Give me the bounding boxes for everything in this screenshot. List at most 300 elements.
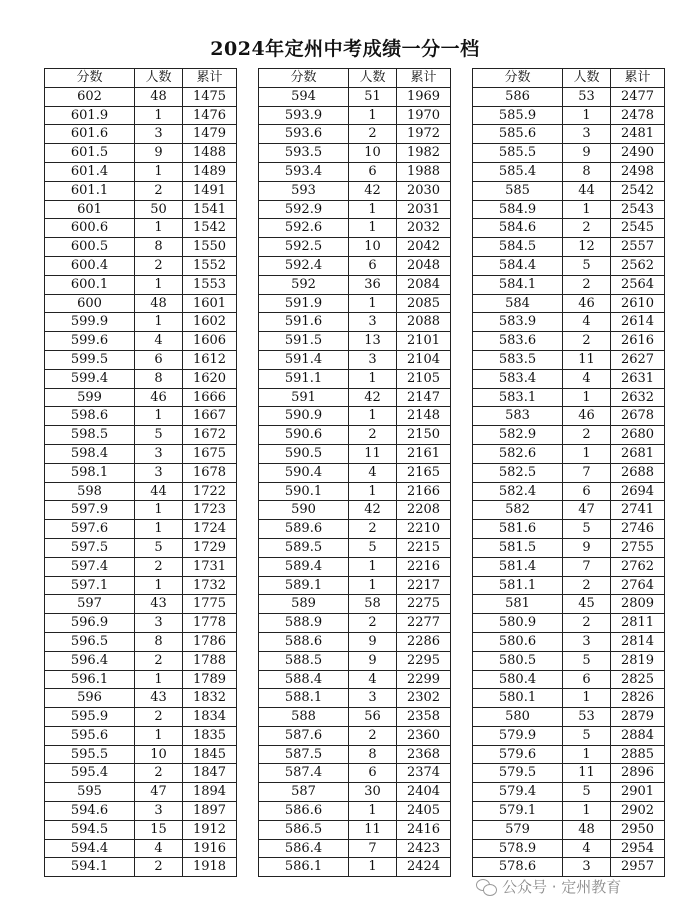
cumulative-cell: 2424 [397,858,451,877]
table-row [473,181,665,200]
score-cell: 597.1 [45,576,135,595]
count-cell: 44 [563,181,611,200]
cumulative-cell: 2610 [611,294,665,313]
cumulative-cell: 2901 [611,783,665,802]
count-cell: 4 [563,313,611,332]
cumulative-cell: 2562 [611,256,665,275]
count-cell: 11 [349,444,397,463]
count-cell: 2 [563,426,611,445]
cumulative-cell: 1675 [183,444,237,463]
score-cell: 586 [473,87,563,106]
score-cell: 598 [45,482,135,501]
cumulative-cell: 2084 [397,275,451,294]
count-cell: 1 [135,313,183,332]
cumulative-cell: 2545 [611,219,665,238]
count-cell: 7 [563,557,611,576]
table-row [259,745,451,764]
count-cell: 2 [563,614,611,633]
table-row [473,538,665,557]
table-row [473,444,665,463]
count-cell: 1 [135,162,183,181]
count-cell: 51 [349,87,397,106]
cumulative-cell: 1969 [397,87,451,106]
table-row [473,858,665,877]
table-row [45,651,237,670]
score-cell: 584.5 [473,238,563,257]
cumulative-cell: 1475 [183,87,237,106]
table-row [259,275,451,294]
score-cell: 592.6 [259,219,349,238]
cumulative-cell: 1912 [183,820,237,839]
cumulative-cell: 2884 [611,726,665,745]
cumulative-cell: 1542 [183,219,237,238]
table-row [45,407,237,426]
table-row [473,632,665,651]
score-cell: 581.6 [473,520,563,539]
cumulative-cell: 2031 [397,200,451,219]
table-row [473,200,665,219]
table-row [473,726,665,745]
count-cell: 1 [135,726,183,745]
header-score: 分数 [259,69,349,88]
count-cell: 2 [135,764,183,783]
score-cell: 580.6 [473,632,563,651]
score-cell: 578.6 [473,858,563,877]
cumulative-cell: 2210 [397,520,451,539]
table-row [473,144,665,163]
cumulative-cell: 2957 [611,858,665,877]
cumulative-cell: 1723 [183,501,237,520]
table-row [473,219,665,238]
table-row [45,388,237,407]
cumulative-cell: 2627 [611,350,665,369]
header-score: 分数 [45,69,135,88]
cumulative-cell: 2755 [611,538,665,557]
cumulative-cell: 1724 [183,520,237,539]
score-cell: 590.5 [259,444,349,463]
count-cell: 1 [135,407,183,426]
count-cell: 2 [349,426,397,445]
table-row [259,426,451,445]
table-row [45,275,237,294]
table-row [259,332,451,351]
cumulative-cell: 2165 [397,463,451,482]
score-cell: 588.4 [259,670,349,689]
count-cell: 3 [349,689,397,708]
score-cell: 590.6 [259,426,349,445]
score-cell: 597.6 [45,520,135,539]
cumulative-cell: 2557 [611,238,665,257]
table-row [45,689,237,708]
score-cell: 599.6 [45,332,135,351]
cumulative-cell: 1789 [183,670,237,689]
score-table-left [44,68,237,877]
table-row [45,332,237,351]
table-row [45,576,237,595]
cumulative-cell: 2481 [611,125,665,144]
count-cell: 2 [349,520,397,539]
table-row [45,294,237,313]
count-cell: 9 [349,632,397,651]
table-row [259,538,451,557]
table-row [259,783,451,802]
score-cell: 584.1 [473,275,563,294]
cumulative-cell: 1479 [183,125,237,144]
score-cell: 598.1 [45,463,135,482]
table-row [259,238,451,257]
count-cell: 9 [349,651,397,670]
score-cell: 585 [473,181,563,200]
score-cell: 601.1 [45,181,135,200]
count-cell: 48 [135,294,183,313]
cumulative-cell: 2088 [397,313,451,332]
count-cell: 1 [349,407,397,426]
cumulative-cell: 1672 [183,426,237,445]
count-cell: 2 [135,181,183,200]
count-cell: 2 [135,256,183,275]
cumulative-cell: 1722 [183,482,237,501]
table-row [473,501,665,520]
count-cell: 8 [349,745,397,764]
cumulative-cell: 2632 [611,388,665,407]
table-row [259,144,451,163]
score-cell: 593 [259,181,349,200]
cumulative-cell: 1970 [397,106,451,125]
table-row [259,444,451,463]
cumulative-cell: 2208 [397,501,451,520]
score-cell: 579.6 [473,745,563,764]
count-cell: 12 [563,238,611,257]
cumulative-cell: 1982 [397,144,451,163]
table-row [473,745,665,764]
score-cell: 586.4 [259,839,349,858]
cumulative-cell: 2423 [397,839,451,858]
score-cell: 586.1 [259,858,349,877]
count-cell: 10 [349,144,397,163]
score-cell: 590.4 [259,463,349,482]
count-cell: 8 [135,369,183,388]
cumulative-cell: 1775 [183,595,237,614]
score-cell: 598.5 [45,426,135,445]
score-cell: 596.5 [45,632,135,651]
cumulative-cell: 2030 [397,181,451,200]
cumulative-cell: 2085 [397,294,451,313]
cumulative-cell: 2404 [397,783,451,802]
cumulative-cell: 1488 [183,144,237,163]
cumulative-cell: 2688 [611,463,665,482]
score-cell: 592.9 [259,200,349,219]
count-cell: 56 [349,708,397,727]
table-row [45,708,237,727]
count-cell: 47 [135,783,183,802]
cumulative-cell: 2166 [397,482,451,501]
cumulative-cell: 2150 [397,426,451,445]
count-cell: 2 [135,858,183,877]
score-cell: 594.1 [45,858,135,877]
cumulative-cell: 2374 [397,764,451,783]
score-cell: 580.5 [473,651,563,670]
count-cell: 5 [563,256,611,275]
count-cell: 2 [349,614,397,633]
count-cell: 1 [563,689,611,708]
wechat-icon [476,878,498,896]
table-row [259,294,451,313]
cumulative-cell: 2678 [611,407,665,426]
cumulative-cell: 1489 [183,162,237,181]
score-cell: 589.4 [259,557,349,576]
score-cell: 589 [259,595,349,614]
cumulative-cell: 2032 [397,219,451,238]
cumulative-cell: 1667 [183,407,237,426]
count-cell: 5 [563,783,611,802]
table-row [45,745,237,764]
table-row [45,256,237,275]
score-cell: 581.5 [473,538,563,557]
score-table-middle [258,68,451,877]
score-cell: 582.6 [473,444,563,463]
table-row [45,219,237,238]
count-cell: 3 [135,125,183,144]
table-row [259,313,451,332]
table-row [473,407,665,426]
score-cell: 597 [45,595,135,614]
table-row [473,689,665,708]
count-cell: 10 [135,745,183,764]
table-row [45,87,237,106]
score-cell: 601.6 [45,125,135,144]
cumulative-cell: 2811 [611,614,665,633]
cumulative-cell: 1606 [183,332,237,351]
count-cell: 3 [135,802,183,821]
cumulative-cell: 2764 [611,576,665,595]
cumulative-cell: 1788 [183,651,237,670]
count-cell: 36 [349,275,397,294]
count-cell: 3 [563,125,611,144]
cumulative-cell: 1550 [183,238,237,257]
score-cell: 588.9 [259,614,349,633]
cumulative-cell: 2358 [397,708,451,727]
cumulative-cell: 2105 [397,369,451,388]
score-cell: 586.5 [259,820,349,839]
score-cell: 590.1 [259,482,349,501]
header-count: 人数 [135,69,183,88]
table-row [473,670,665,689]
count-cell: 44 [135,482,183,501]
score-cell: 588.5 [259,651,349,670]
table-row [473,651,665,670]
table-row [473,426,665,445]
cumulative-cell: 2277 [397,614,451,633]
score-cell: 601.9 [45,106,135,125]
score-cell: 582 [473,501,563,520]
cumulative-cell: 1476 [183,106,237,125]
table-row [473,708,665,727]
count-cell: 1 [563,106,611,125]
cumulative-cell: 2543 [611,200,665,219]
score-cell: 598.4 [45,444,135,463]
cumulative-cell: 2681 [611,444,665,463]
score-cell: 591.1 [259,369,349,388]
table-row [259,595,451,614]
count-cell: 4 [135,332,183,351]
table-row [45,614,237,633]
score-cell: 581.1 [473,576,563,595]
score-cell: 583.5 [473,350,563,369]
score-cell: 594.5 [45,820,135,839]
table-row [473,557,665,576]
cumulative-cell: 2746 [611,520,665,539]
table-row [473,332,665,351]
table-row [473,783,665,802]
cumulative-cell: 1612 [183,350,237,369]
table-row [259,858,451,877]
cumulative-cell: 2215 [397,538,451,557]
table-row [45,632,237,651]
cumulative-cell: 2299 [397,670,451,689]
cumulative-cell: 1847 [183,764,237,783]
score-cell: 584.9 [473,200,563,219]
score-cell: 584 [473,294,563,313]
score-cell: 598.6 [45,407,135,426]
score-cell: 585.4 [473,162,563,181]
score-cell: 580.4 [473,670,563,689]
cumulative-cell: 2477 [611,87,665,106]
cumulative-cell: 1835 [183,726,237,745]
count-cell: 7 [563,463,611,482]
score-cell: 582.5 [473,463,563,482]
count-cell: 5 [135,538,183,557]
count-cell: 1 [135,576,183,595]
table-row [473,256,665,275]
count-cell: 1 [135,670,183,689]
count-cell: 48 [135,87,183,106]
score-cell: 600.4 [45,256,135,275]
cumulative-cell: 2416 [397,820,451,839]
table-row [45,802,237,821]
score-cell: 593.6 [259,125,349,144]
header-cumulative: 累计 [397,69,451,88]
header-cumulative: 累计 [611,69,665,88]
count-cell: 3 [349,313,397,332]
count-cell: 3 [563,632,611,651]
score-cell: 600 [45,294,135,313]
table-row [473,162,665,181]
cumulative-cell: 2826 [611,689,665,708]
cumulative-cell: 1845 [183,745,237,764]
cumulative-cell: 2954 [611,839,665,858]
cumulative-cell: 2360 [397,726,451,745]
count-cell: 4 [349,670,397,689]
table-row [259,614,451,633]
score-cell: 583.9 [473,313,563,332]
cumulative-cell: 1553 [183,275,237,294]
score-cell: 591.4 [259,350,349,369]
count-cell: 53 [563,708,611,727]
count-cell: 46 [563,294,611,313]
cumulative-cell: 2564 [611,275,665,294]
table-row [45,501,237,520]
table-row [259,557,451,576]
table-row [45,313,237,332]
table-row [473,106,665,125]
table-row [473,802,665,821]
table-row [45,181,237,200]
score-cell: 600.6 [45,219,135,238]
count-cell: 3 [135,444,183,463]
table-row [45,726,237,745]
table-row [473,764,665,783]
cumulative-cell: 1988 [397,162,451,181]
table-row [473,350,665,369]
table-row [259,350,451,369]
table-row [45,106,237,125]
cumulative-cell: 1620 [183,369,237,388]
count-cell: 30 [349,783,397,802]
score-cell: 596.9 [45,614,135,633]
cumulative-cell: 2490 [611,144,665,163]
count-cell: 1 [135,219,183,238]
score-cell: 597.4 [45,557,135,576]
count-cell: 2 [135,651,183,670]
score-cell: 591.6 [259,313,349,332]
count-cell: 4 [563,839,611,858]
count-cell: 11 [563,764,611,783]
score-cell: 601.4 [45,162,135,181]
table-row [45,557,237,576]
count-cell: 1 [563,745,611,764]
count-cell: 1 [135,520,183,539]
table-row [473,614,665,633]
count-cell: 2 [563,275,611,294]
score-cell: 590 [259,501,349,520]
table-row [45,162,237,181]
table-row [473,576,665,595]
score-cell: 578.9 [473,839,563,858]
table-row [45,238,237,257]
table-row [259,200,451,219]
score-cell: 587.4 [259,764,349,783]
score-cell: 601.5 [45,144,135,163]
count-cell: 43 [135,689,183,708]
cumulative-cell: 1834 [183,708,237,727]
table-row [45,520,237,539]
watermark-text: 公众号 · 定州教育 [502,878,622,896]
table-row [45,369,237,388]
count-cell: 8 [563,162,611,181]
table-row [259,87,451,106]
cumulative-cell: 1832 [183,689,237,708]
table-row [259,708,451,727]
cumulative-cell: 2694 [611,482,665,501]
count-cell: 1 [349,557,397,576]
page-title: 2024年定州中考成绩一分一档 [210,38,480,60]
score-cell: 596 [45,689,135,708]
table-row [473,125,665,144]
score-cell: 584.4 [473,256,563,275]
cumulative-cell: 1729 [183,538,237,557]
count-cell: 3 [349,350,397,369]
cumulative-cell: 1678 [183,463,237,482]
table-row [259,820,451,839]
table-row [45,482,237,501]
score-cell: 583.4 [473,369,563,388]
count-cell: 1 [349,200,397,219]
score-cell: 587.5 [259,745,349,764]
count-cell: 6 [135,350,183,369]
table-row [473,839,665,858]
count-cell: 42 [349,388,397,407]
table-row [259,632,451,651]
